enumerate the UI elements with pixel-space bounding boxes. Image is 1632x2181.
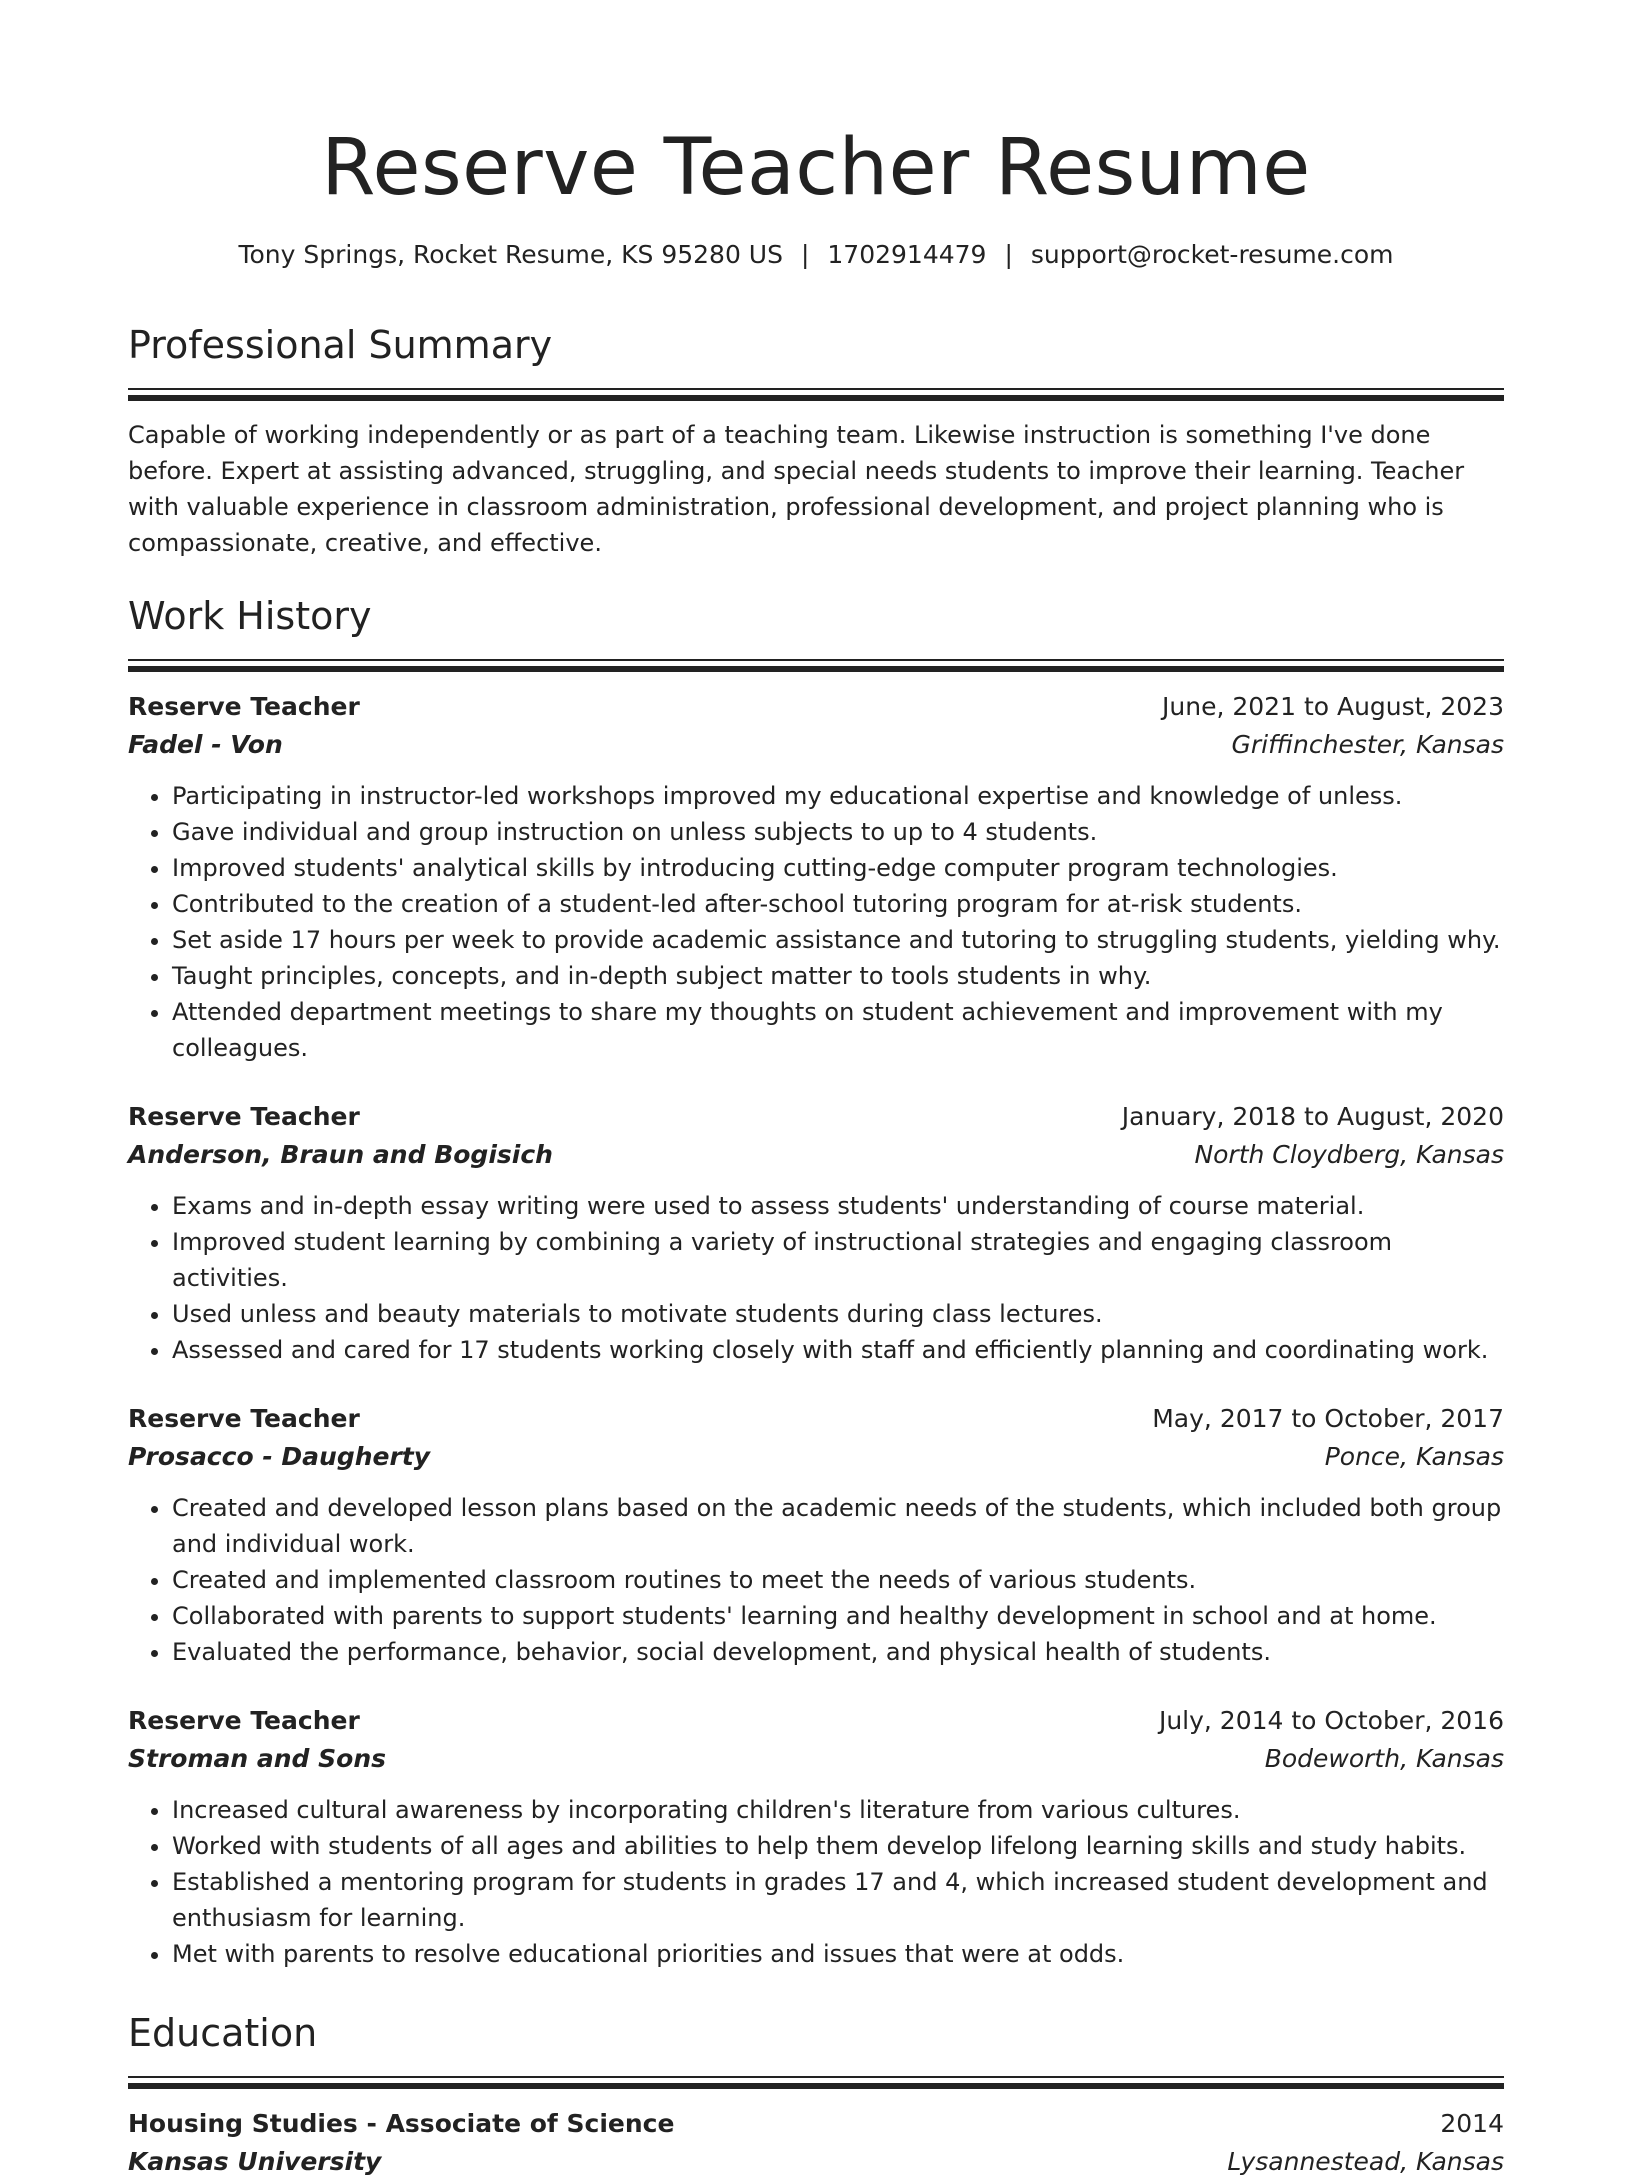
job-company: Anderson, Braun and Bogisich — [128, 1140, 553, 1169]
job-dates: July, 2014 to October, 2016 — [1158, 1706, 1504, 1735]
job-bullet: • Improved students' analytical skills by introducing cutting-edge computer program technologies. — [172, 850, 1504, 886]
job-bullet: • Assessed and cared for 17 students working closely with staff and efficiently planning and coordinating work. — [172, 1332, 1504, 1368]
contact-email: support@rocket-resume.com — [1030, 240, 1394, 269]
contact-line — [128, 238, 1504, 272]
job-company-row — [128, 726, 1504, 764]
job-dates: May, 2017 to October, 2017 — [1152, 1404, 1504, 1433]
job-header-row — [128, 1098, 1504, 1136]
education-degree: Housing Studies - Associate of Science — [128, 2109, 675, 2138]
job-title: Reserve Teacher — [128, 1706, 360, 1735]
education-entry — [128, 2105, 1504, 2181]
section-divider — [128, 2076, 1504, 2089]
job-bullet-list — [128, 1490, 1504, 1670]
job-bullet: • Evaluated the performance, behavior, social development, and physical health of students. — [172, 1634, 1504, 1670]
job-company-row — [128, 1136, 1504, 1174]
job-dates: January, 2018 to August, 2020 — [1121, 1102, 1504, 1131]
job-entry — [128, 1702, 1504, 1972]
job-entry — [128, 1400, 1504, 1670]
resume-title: Reserve Teacher Resume — [321, 123, 1311, 213]
job-header-row — [128, 1702, 1504, 1740]
education-location: Lysannestead, Kansas — [1227, 2147, 1504, 2176]
job-bullet: • Gave individual and group instruction on unless subjects to up to 4 students. — [172, 814, 1504, 850]
contact-separator: | — [1004, 240, 1013, 269]
job-title: Reserve Teacher — [128, 1102, 360, 1131]
job-bullet: • Contributed to the creation of a student-led after-school tutoring program for at-risk students. — [172, 886, 1504, 922]
job-location: North Cloydberg, Kansas — [1194, 1140, 1504, 1169]
education-school: Kansas University — [128, 2147, 382, 2176]
job-bullet: • Met with parents to resolve educational priorities and issues that were at odds. — [172, 1936, 1504, 1972]
job-company: Prosacco - Daugherty — [128, 1442, 431, 1471]
job-header-row — [128, 1400, 1504, 1438]
section-heading-work: Work History — [128, 594, 372, 638]
job-bullet-list — [128, 1792, 1504, 1972]
job-bullet: • Created and developed lesson plans based on the academic needs of the students, which included both group and individual work. — [172, 1490, 1504, 1562]
job-bullet: • Exams and in-depth essay writing were used to assess students' understanding of course material. — [172, 1188, 1504, 1224]
job-company: Fadel - Von — [128, 730, 283, 759]
job-company: Stroman and Sons — [128, 1744, 387, 1773]
job-entry — [128, 688, 1504, 1066]
job-bullet: • Improved student learning by combining a variety of instructional strategies and engaging classroom activities. — [172, 1224, 1504, 1296]
job-bullet: • Established a mentoring program for students in grades 17 and 4, which increased student development and enthusiasm for learning. — [172, 1864, 1504, 1936]
job-title: Reserve Teacher — [128, 692, 360, 721]
job-location: Griffinchester, Kansas — [1231, 730, 1504, 759]
job-bullet: • Used unless and beauty materials to motivate students during class lectures. — [172, 1296, 1504, 1332]
job-header-row — [128, 688, 1504, 726]
job-bullet: • Worked with students of all ages and abilities to help them develop lifelong learning skills and study habits. — [172, 1828, 1504, 1864]
education-section — [128, 2008, 1504, 2181]
job-bullet-list — [128, 1188, 1504, 1368]
job-company-row — [128, 1438, 1504, 1476]
job-bullet-list — [128, 778, 1504, 1066]
job-bullet: • Increased cultural awareness by incorporating children's literature from various cultures. — [172, 1792, 1504, 1828]
contact-address: Tony Springs, Rocket Resume, KS 95280 US — [238, 240, 783, 269]
work-history-section — [128, 591, 1504, 1972]
job-bullet: • Participating in instructor-led workshops improved my educational expertise and knowledge of unless. — [172, 778, 1504, 814]
section-divider — [128, 388, 1504, 401]
education-school-row — [128, 2143, 1504, 2181]
contact-phone: 1702914479 — [827, 240, 987, 269]
job-bullet: • Taught principles, concepts, and in-depth subject matter to tools students in why. — [172, 958, 1504, 994]
job-location: Ponce, Kansas — [1324, 1442, 1504, 1471]
section-divider — [128, 659, 1504, 672]
job-bullet: • Collaborated with parents to support students' learning and healthy development in school and at home. — [172, 1598, 1504, 1634]
education-year: 2014 — [1440, 2109, 1504, 2138]
job-title: Reserve Teacher — [128, 1404, 360, 1433]
job-bullet: • Created and implemented classroom routines to meet the needs of various students. — [172, 1562, 1504, 1598]
job-bullet: • Attended department meetings to share my thoughts on student achievement and improvement with my colleagues. — [172, 994, 1504, 1066]
job-company-row — [128, 1740, 1504, 1778]
professional-summary-section — [128, 320, 1504, 561]
section-heading-education: Education — [128, 2011, 318, 2055]
contact-separator: | — [800, 240, 810, 269]
job-location: Bodeworth, Kansas — [1264, 1744, 1504, 1773]
summary-text: Capable of working independently or as part of a teaching team. Likewise instruction is something I've done before. Expert at assisting advanced, struggling, and special needs students to improve their learning. Teacher with valuable experience in classroom administration, professional development, and project planning who is compassionate, creative, and effective. — [128, 421, 1465, 557]
education-header-row — [128, 2105, 1504, 2143]
job-bullet: • Set aside 17 hours per week to provide academic assistance and tutoring to struggling students, yielding why. — [172, 922, 1504, 958]
job-dates: June, 2021 to August, 2023 — [1162, 692, 1504, 721]
section-heading-summary: Professional Summary — [128, 323, 553, 367]
job-entry — [128, 1098, 1504, 1368]
